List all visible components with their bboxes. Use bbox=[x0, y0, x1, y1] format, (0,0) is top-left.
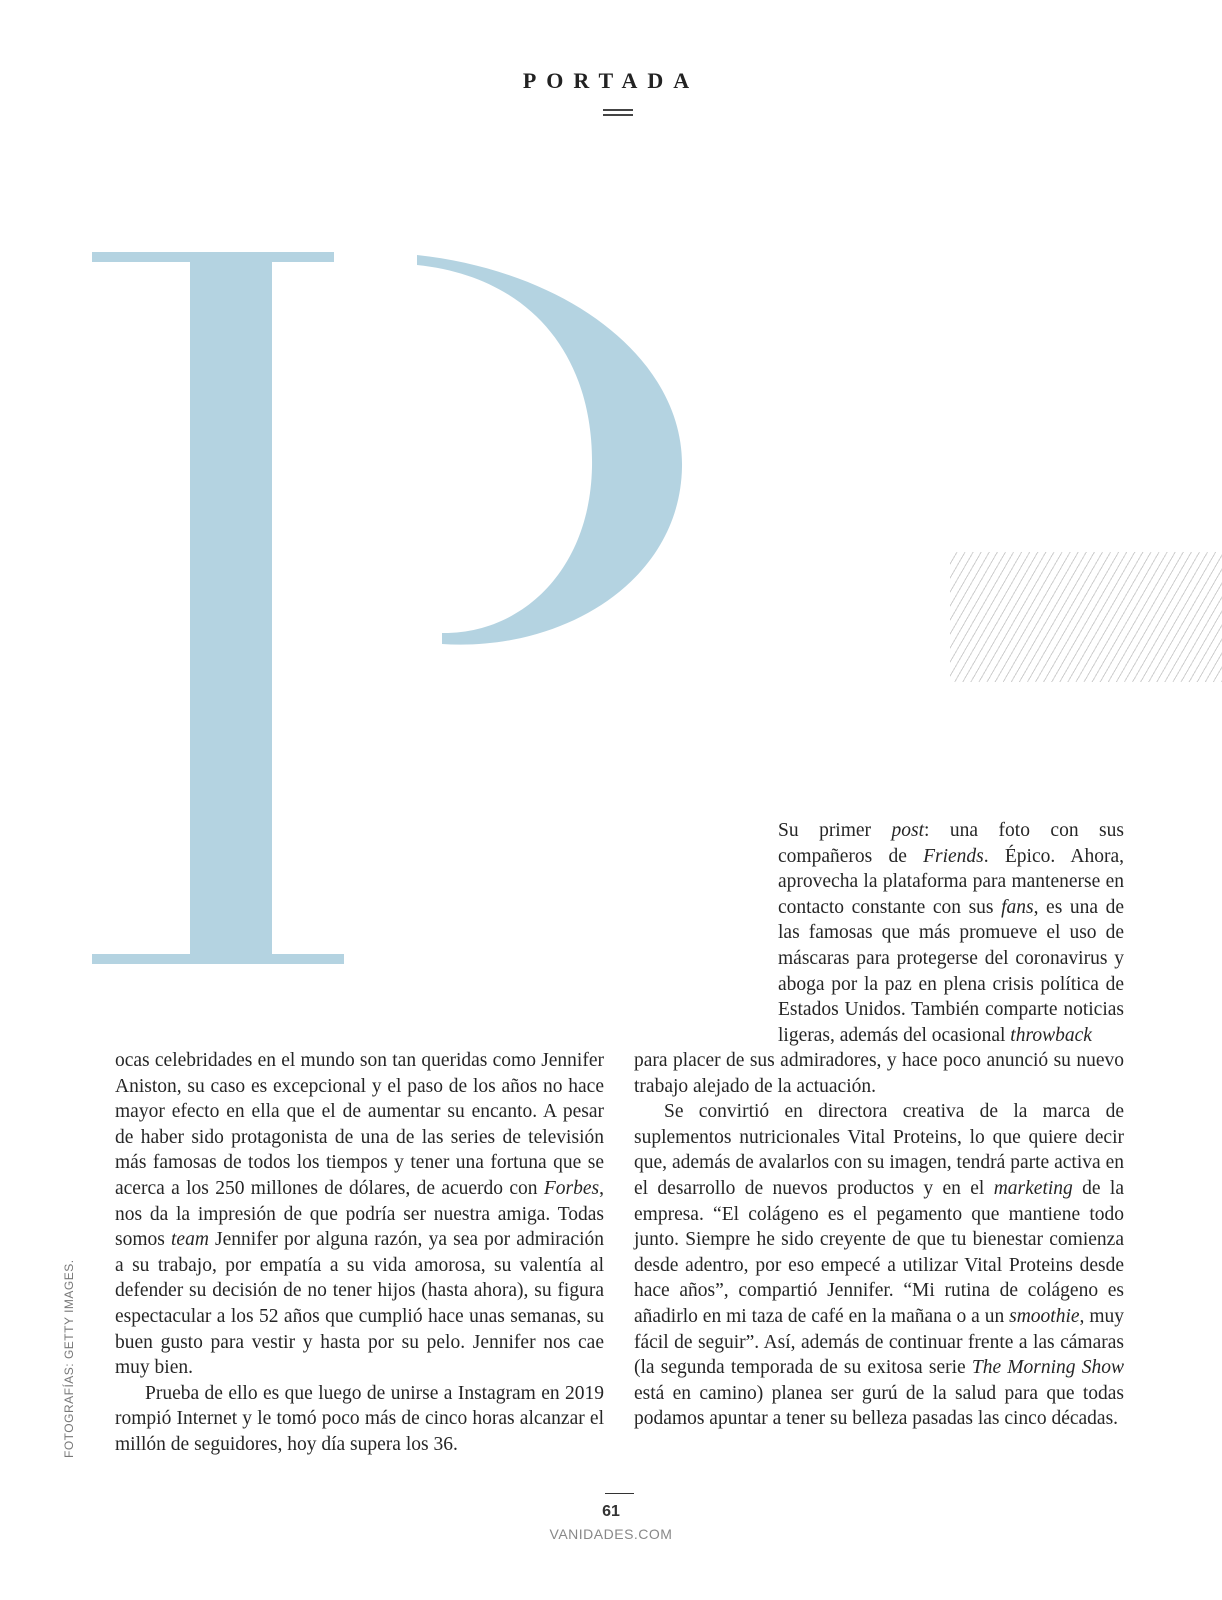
article-paragraph: Se convirtió en directora creativa de la marca de suplementos nutricionales Vital Proteins, lo que quiere decir que, además de avalarlos con su imagen, tendrá parte activa en el desarrollo de nuevos productos y en el marketing de la empresa. “El colágeno es el pegamento que mantiene todo junto. Siempre he sido creyente de que tu bienestar comienza desde adentro, por eso empecé a utilizar Vital Proteins desde hace años”, compartió Jennifer. “Mi rutina de colágeno es añadirlo en mi taza de café en la mañana o a un smoothie, muy fácil de seguir”. Así, además de continuar frente a las cámaras (la segunda temporada de su exitosa serie The Morning Show está en camino) planea ser gurú de la salud para que todas podamos apuntar a tener su belleza pasadas las cinco décadas. bbox=[634, 1101, 1124, 1430]
section-title: PORTADA bbox=[522, 68, 700, 93]
photo-credit: FOTOGRAFÍAS: GETTY IMAGES. bbox=[62, 1259, 76, 1458]
footer-rule bbox=[605, 1493, 634, 1494]
article-paragraph: Su primer post: una foto con sus compañeros de Friends. Épico. Ahora, aprovecha la plataforma para mantenerse en contacto constante con sus fans, es una de las famosas que más promueve el uso de máscaras para protegerse del coronavirus y aboga por la paz en plena crisis política de Estados Unidos. También comparte noticias ligeras, además del ocasional throwback bbox=[778, 820, 1124, 1046]
page-number: 61 bbox=[602, 1503, 620, 1520]
hatched-decoration bbox=[950, 552, 1222, 682]
article-paragraph: ocas celebridades en el mundo son tan queridas como Jennifer Aniston, su caso es excepcional y el paso de los años no hace mayor efecto en ella que el de aumentar su encanto. A pesar de haber sido protagonista de una de las series de televisión más famosas de todos los tiempos y tener una fortuna que se acerca a los 250 millones de dólares, de acuerdo con Forbes, nos da la impresión de que podría ser nuestra amiga. Todas somos team Jennifer por alguna razón, ya sea por admiración a su trabajo, por empatía a su vida amorosa, su valentía al defender su decisión de no tener hijos (hasta ahora), su figura espectacular a los 52 años que cumplió hace unas semanas, su buen gusto para vestir y hasta por su pelo. Jennifer nos cae muy bien. bbox=[115, 1050, 604, 1379]
site-url: VANIDADES.COM bbox=[549, 1526, 673, 1542]
article-column-right bbox=[634, 1048, 1124, 1432]
article-paragraph: para placer de sus admiradores, y hace poco anunció su nuevo trabajo alejado de la actuación. bbox=[634, 1050, 1124, 1097]
article-column-right-top bbox=[778, 818, 1124, 1048]
article-column-left bbox=[115, 1048, 604, 1458]
drop-cap-letter bbox=[92, 252, 692, 982]
article-paragraph: Prueba de ello es que luego de unirse a Instagram en 2019 rompió Internet y le tomó poco más de cinco horas alcanzar el millón de seguidores, hoy día supera los 36. bbox=[115, 1382, 604, 1455]
title-rule bbox=[603, 114, 633, 116]
title-rule bbox=[603, 109, 633, 111]
